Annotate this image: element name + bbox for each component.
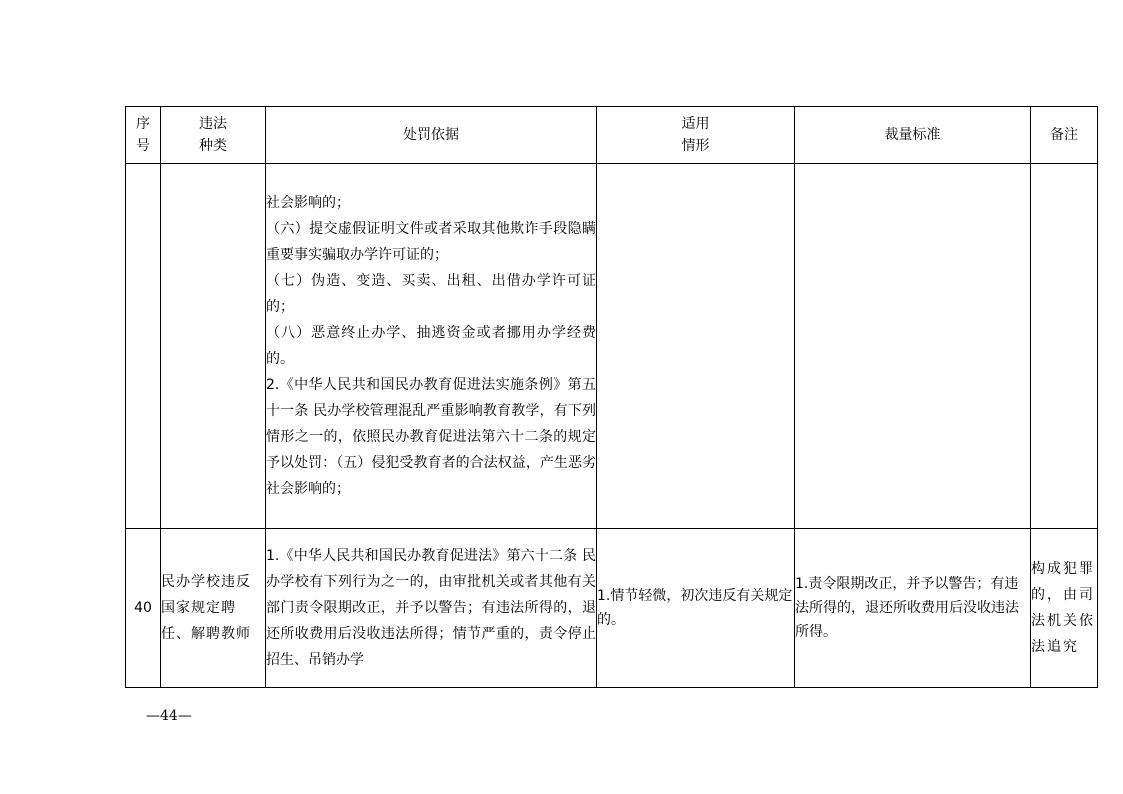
table-row bbox=[126, 164, 1098, 529]
header-applicable-case: 适用 情形 bbox=[597, 107, 795, 164]
cell-num bbox=[126, 164, 161, 529]
header-note: 备注 bbox=[1031, 107, 1098, 164]
cell-num: 40 bbox=[126, 529, 161, 688]
header-discretion-standard: 裁量标准 bbox=[795, 107, 1031, 164]
cell-applicable-case bbox=[597, 164, 795, 529]
header-violation-type: 违法 种类 bbox=[161, 107, 266, 164]
page-number: —44— bbox=[146, 708, 192, 724]
cell-discretion-standard bbox=[795, 164, 1031, 529]
cell-note: 构成犯罪的，由司法机关依法追究 bbox=[1031, 529, 1098, 688]
cell-note bbox=[1031, 164, 1098, 529]
cell-penalty-basis: 1.《中华人民共和国民办教育促进法》第六十二条 民办学校有下列行为之一的，由审批机关或者其他有关部门责令限期改正，并予以警告；有违法所得的，退还所收费用后没收违法所得；情节严重的，责令停止招生、吊销办学 bbox=[266, 529, 597, 688]
header-num: 序 号 bbox=[126, 107, 161, 164]
table-row bbox=[126, 529, 1098, 688]
cell-discretion-standard: 1.责令限期改正，并予以警告；有违法所得的，退还所收费用后没收违法所得。 bbox=[795, 529, 1031, 688]
cell-applicable-case: 1.情节轻微，初次违反有关规定的。 bbox=[597, 529, 795, 688]
penalty-table bbox=[125, 106, 1098, 688]
cell-violation-type bbox=[161, 164, 266, 529]
table-header-row bbox=[126, 107, 1098, 164]
cell-penalty-basis: 社会影响的； （六）提交虚假证明文件或者采取其他欺诈手段隐瞒重要事实骗取办学许可证的； （七）伪造、变造、买卖、出租、出借办学许可证的； （八）恶意终止办学、抽逃资金或者挪用办学经费的。 2.《中华人民共和国民办教育促进法实施条例》第五十一条 民办学校管理混乱严重影响教育教学，有下列情形之一的，依照民办教育促进法第六十二条的规定予以处罚：（五）侵犯受教育者的合法权益，产生恶劣社会影响的； bbox=[266, 164, 597, 529]
cell-violation-type: 民办学校违反国家规定聘任、解聘教师 bbox=[161, 529, 266, 688]
header-penalty-basis: 处罚依据 bbox=[266, 107, 597, 164]
